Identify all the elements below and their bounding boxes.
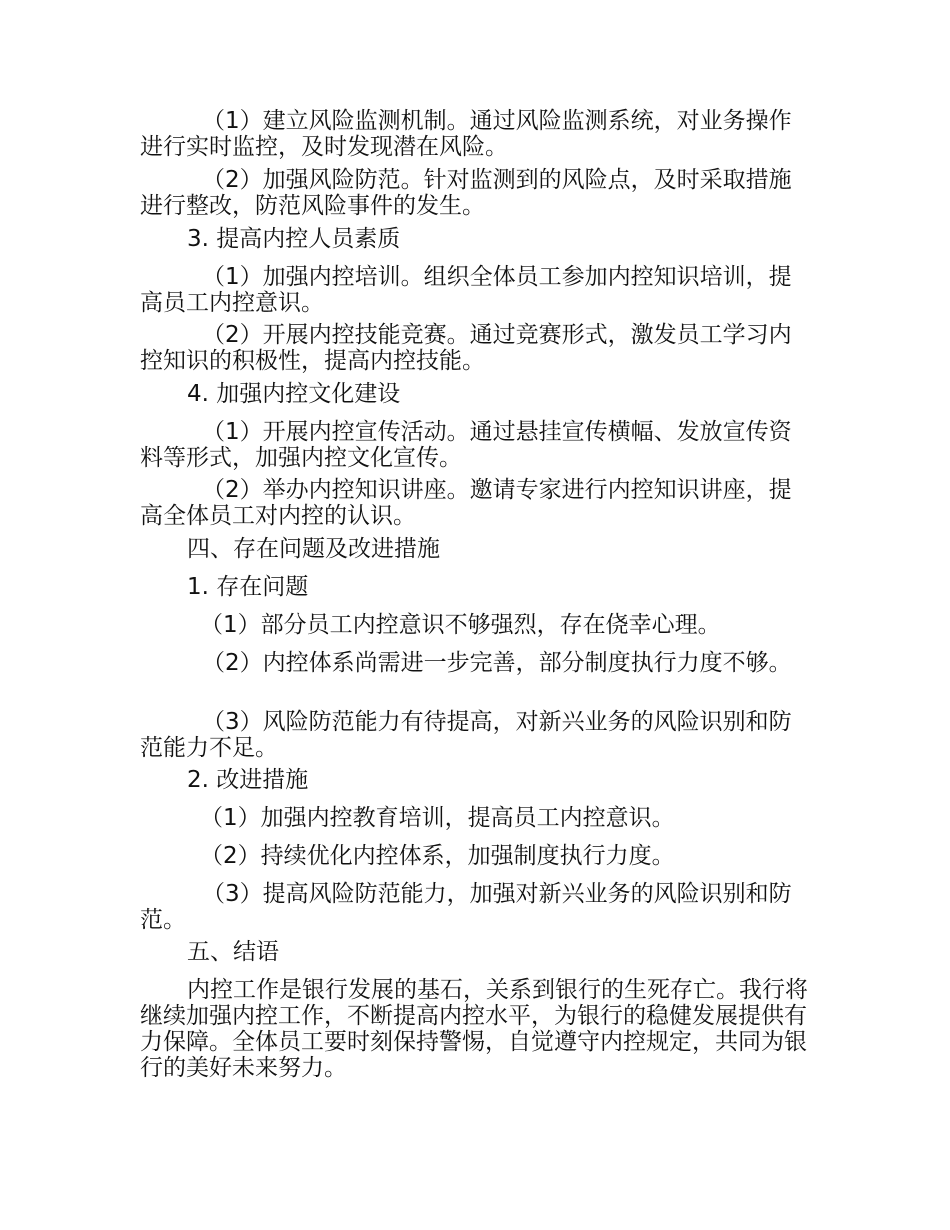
problem-item-3: （3）风险防范能力有待提高，对新兴业务的风险识别和防范能力不足。 — [140, 709, 792, 761]
paragraph-training: （1）加强内控培训。组织全体员工参加内控知识培训，提高员工内控意识。 — [140, 264, 792, 316]
paragraph-lecture: （2）举办内控知识讲座。邀请专家进行内控知识讲座，提高全体员工对内控的认识。 — [140, 477, 792, 529]
heading-staff-quality: 3. 提高内控人员素质 — [187, 226, 401, 252]
measure-item-3: （3）提高风险防范能力，加强对新兴业务的风险识别和防范。 — [140, 881, 792, 933]
heading-culture: 4. 加强内控文化建设 — [187, 381, 401, 407]
heading-problems: 1. 存在问题 — [187, 574, 309, 600]
paragraph-conclusion: 内控工作是银行发展的基石，关系到银行的生死存亡。我行将继续加强内控工作，不断提高内控水平，为银行的稳健发展提供有力保障。全体员工要时刻保持警惕，自觉遵守内控规定，共同为银行的美好未来努力。 — [140, 977, 808, 1081]
paragraph-risk-prevention: （2）加强风险防范。针对监测到的风险点，及时采取措施进行整改，防范风险事件的发生。 — [140, 167, 792, 219]
paragraph-risk-monitoring: （1）建立风险监测机制。通过风险监测系统，对业务操作进行实时监控，及时发现潜在风险。 — [140, 108, 792, 160]
section-heading-problems-measures: 四、存在问题及改进措施 — [187, 536, 440, 562]
problem-item-2: （2）内控体系尚需进一步完善，部分制度执行力度不够。 — [202, 650, 792, 676]
section-heading-conclusion: 五、结语 — [187, 939, 279, 965]
paragraph-publicity: （1）开展内控宣传活动。通过悬挂宣传横幅、发放宣传资料等形式，加强内控文化宣传。 — [140, 419, 792, 471]
paragraph-skill-competition: （2）开展内控技能竞赛。通过竞赛形式，激发员工学习内控知识的积极性，提高内控技能。 — [140, 322, 792, 374]
heading-measures: 2. 改进措施 — [187, 767, 309, 793]
problem-item-1: （1）部分员工内控意识不够强烈，存在侥幸心理。 — [200, 612, 721, 638]
measure-item-2: （2）持续优化内控体系，加强制度执行力度。 — [200, 843, 675, 869]
measure-item-1: （1）加强内控教育培训，提高员工内控意识。 — [200, 805, 675, 831]
